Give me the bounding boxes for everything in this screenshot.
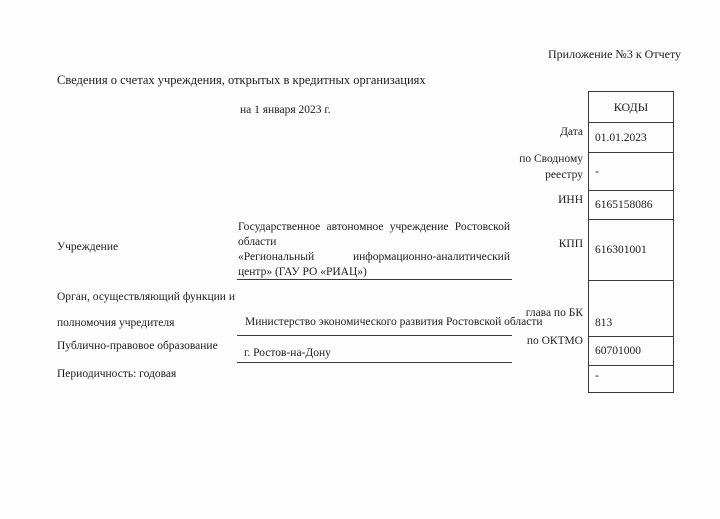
page-title: Сведения о счетах учреждения, открытых в кредитных организациях [57,73,426,87]
founder-underline [237,335,512,336]
institution-label: Учреждение [57,241,119,253]
codes-label-registry: по Сводному реестру [519,153,583,181]
codes-cell-oktmo: 60701000 [589,337,673,366]
codes-table [588,91,674,393]
institution-underline [237,279,512,280]
institution-value-line1: Государственное автономное учреждение Ростовской области [238,221,510,248]
codes-cell-kpp: 616301001 [589,220,673,281]
codes-label-date: Дата [560,126,583,138]
codes-label-inn: ИНН [558,194,583,206]
institution-value-line2: «Региональный информационно-аналитический центр» (ГАУ РО «РИАЦ») [238,251,510,278]
codes-cell-date: 01.01.2023 [589,123,673,153]
codes-cell-glava-bk: 813 [589,281,673,337]
report-date-line: на 1 января 2023 г. [240,104,331,116]
founder-label: Орган, осуществляющий функции и полномочия учредителя [57,291,235,329]
appendix-note: Приложение №3 к Отчету [548,47,682,61]
codes-table-header: КОДЫ [589,92,673,123]
codes-cell-last: - [595,370,599,382]
public-entity-value: г. Ростов-на-Дону [244,347,331,359]
codes-cell-registry: - [589,153,673,191]
founder-value: Министерство экономического развития Ростовской области [245,316,543,328]
codes-label-oktmo: по ОКТМО [526,335,583,347]
periodicity-label: Периодичность: годовая [57,368,177,380]
public-entity-label: Публично-правовое образование [57,340,218,352]
public-entity-underline [237,362,512,363]
institution-value [238,220,510,280]
codes-cell-inn: 6165158086 [589,191,673,220]
codes-label-kpp: КПП [558,238,583,250]
codes-label-glava-bk: глава по БК [525,307,583,319]
